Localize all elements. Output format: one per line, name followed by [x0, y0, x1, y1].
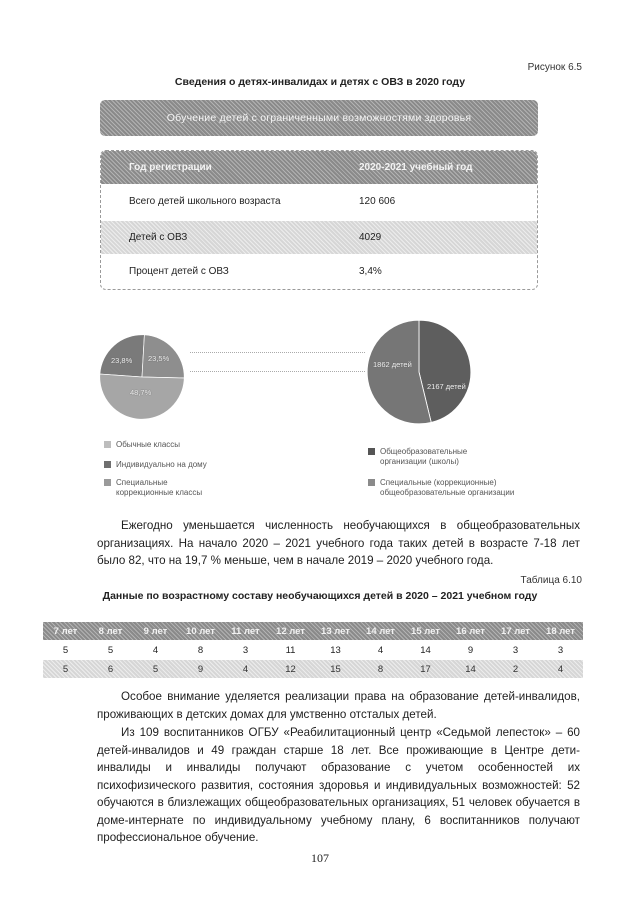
figure-banner: Обучение детей с ограниченными возможностями здоровья [100, 100, 538, 136]
stats-row-label: Процент детей с ОВЗ [129, 266, 229, 277]
legend-swatch [368, 479, 375, 486]
age-cell: 4 [152, 644, 159, 656]
age-cell: 8 [197, 644, 204, 656]
stats-row-value: 4029 [359, 232, 382, 243]
age-cell: 12 [285, 663, 296, 675]
age-cell: 4 [242, 663, 249, 675]
age-cell: 13 [330, 644, 341, 656]
pie-chart-learning-forms [98, 333, 186, 421]
figure-caption: Рисунок 6.5 [527, 62, 582, 73]
legend-item [104, 478, 224, 498]
age-cell: 14 [420, 644, 431, 656]
legend-item [368, 447, 498, 467]
age-table [43, 622, 583, 678]
connector-line [190, 352, 365, 353]
pie-slice-label: 48,7% [130, 388, 152, 397]
age-cell: 2 [512, 663, 519, 675]
pie-slice-label: 2167 детей [427, 382, 466, 391]
stats-table [100, 150, 538, 290]
stats-header-row [101, 151, 537, 184]
stats-row-value: 3,4% [359, 266, 382, 277]
legend-label: Обычные классы [116, 440, 181, 449]
figure-title: Сведения о детях-инвалидах и детях с ОВЗ в 2020 году [174, 76, 466, 88]
stats-header-label: Год регистрации [129, 162, 212, 173]
legend-swatch [104, 441, 111, 448]
age-cell: 11 [285, 644, 296, 656]
age-cell: 5 [62, 644, 69, 656]
body-paragraph: Особое внимание уделяется реализации права на образование детей-инвалидов, проживающих в детских домах для умственно отсталых детей. [97, 690, 580, 721]
stats-row [101, 255, 537, 288]
age-cell: 17 [420, 663, 431, 675]
age-table-row [43, 640, 583, 660]
age-header-cell: 7 лет [53, 625, 78, 637]
legend-label: Специальные коррекционные классы [116, 478, 203, 497]
legend-item [368, 478, 540, 498]
legend-swatch [104, 479, 111, 486]
body-paragraph: Из 109 воспитанников ОГБУ «Реабилитационный центр «Седьмой лепесток» – 60 детей-инвалидов и 49 граждан старше 18 лет. Все проживающие в Центре дети-инвалиды и инвалиды получают образование с учетом особенностей их психофизического развития, состояния здоровья и индивидуальных возможностей: 52 обучаются в близлежащих общеобразовательных организациях, 51 человек обучается в доме-интернате по индивидуальному учебному плану, 6 воспитанников получают профессиональное обучение. [97, 726, 580, 844]
age-table-row [43, 660, 583, 678]
age-header-cell: 14 лет [366, 625, 395, 637]
stats-header-value: 2020-2021 учебный год [359, 162, 473, 173]
pie-slice-label: 1862 детей [373, 360, 412, 369]
pie-slice-label: 23,5% [148, 354, 170, 363]
age-table-header-row [43, 622, 583, 640]
age-cell: 3 [242, 644, 249, 656]
age-header-cell: 11 лет [231, 625, 260, 637]
body-paragraph: Ежегодно уменьшается численность необучающихся в общеобразовательных организациях. На начало 2020 – 2021 учебного года таких детей в возрасте 7-18 лет было 82, что на 19,7 % меньше, чем в начале 2019 – 2020 учебного года. [97, 519, 580, 567]
legend-swatch [104, 461, 111, 468]
age-cell: 14 [465, 663, 476, 675]
age-cell: 3 [557, 644, 564, 656]
age-header-cell: 15 лет [411, 625, 440, 637]
stats-row [101, 185, 537, 218]
age-header-cell: 12 лет [276, 625, 305, 637]
stats-row-label: Всего детей школьного возраста [129, 196, 281, 207]
table-title: Данные по возрастному составу необучающихся детей в 2020 – 2021 учебном году [102, 590, 538, 602]
connector-line [190, 371, 365, 372]
age-cell: 9 [467, 644, 474, 656]
age-cell: 4 [377, 644, 384, 656]
legend-label: Специальные (коррекционные) общеобразовательные организации [380, 478, 515, 497]
pie-slice-label: 23,8% [111, 356, 133, 365]
age-cell: 5 [152, 663, 159, 675]
age-header-cell: 8 лет [98, 625, 123, 637]
page-number: 107 [311, 851, 329, 865]
legend-swatch [368, 448, 375, 455]
age-cell: 9 [197, 663, 204, 675]
age-cell: 4 [557, 663, 564, 675]
age-header-cell: 10 лет [186, 625, 215, 637]
pie-chart-organizations [365, 318, 473, 426]
age-header-cell: 9 лет [143, 625, 168, 637]
stats-row [101, 221, 537, 254]
stats-row-label: Детей с ОВЗ [129, 232, 188, 243]
age-cell: 8 [377, 663, 384, 675]
table-caption: Таблица 6.10 [520, 575, 582, 586]
legend-item [104, 460, 207, 470]
age-header-cell: 17 лет [501, 625, 530, 637]
age-cell: 5 [107, 644, 114, 656]
legend-label: Индивидуально на дому [116, 460, 207, 469]
age-header-cell: 18 лет [546, 625, 575, 637]
age-cell: 6 [107, 663, 114, 675]
age-header-cell: 13 лет [321, 625, 350, 637]
age-cell: 5 [62, 663, 69, 675]
legend-item [104, 440, 180, 450]
age-cell: 15 [330, 663, 341, 675]
legend-label: Общеобразовательные организации (школы) [380, 447, 468, 466]
stats-row-value: 120 606 [359, 196, 396, 207]
age-header-cell: 16 лет [456, 625, 485, 637]
age-cell: 3 [512, 644, 519, 656]
